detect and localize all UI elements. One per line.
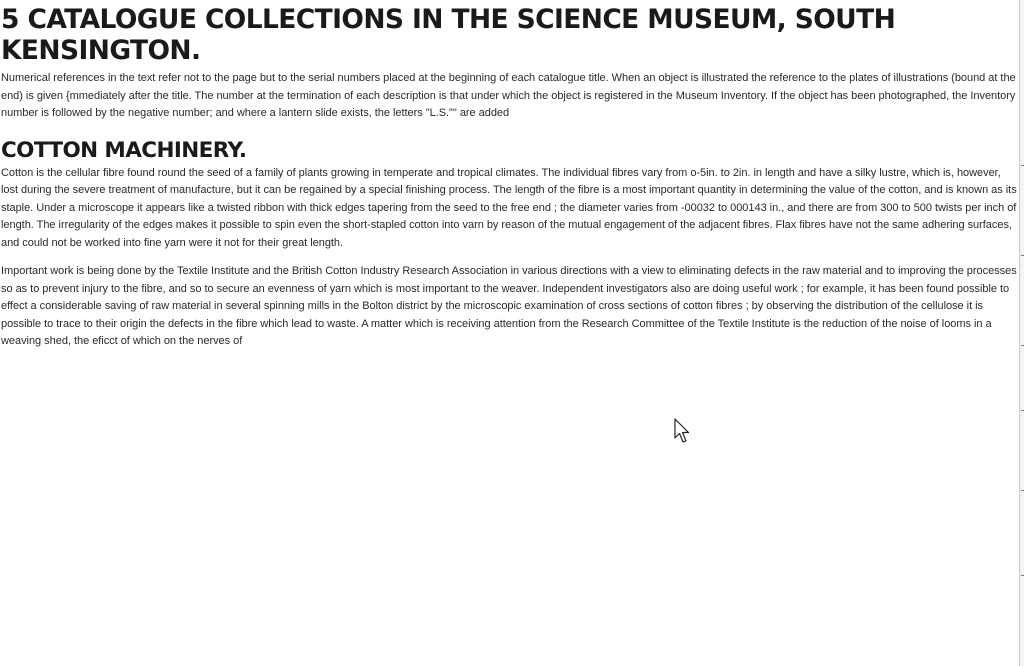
document-content xyxy=(1,4,1019,351)
intro-paragraph: Numerical references in the text refer not to the page but to the serial numbers placed at the beginning of each catalogue title. When an object is illustrated the reference to the plates of illustrations (bound at the end) is given {mmediately after the title. The number at the termination of each description is that under which the object is registered in the Museum Inventory. If the object has been photographed, the Inventory number is followed by the negative number; and where a lantern slide exists, the letters "L.S."" are added xyxy=(1,72,1016,119)
body-paragraph-1: Cotton is the cellular fibre found round the seed of a family of plants growing in temperate and tropical climates. The individual fibres vary from o-5in. to 2in. in length and have a silky lustre, which is, however, lost during the severe treatment of manufacture, but it can be regained by a special finishing process. The length of the fibre is a most important quantity in determining the value of the cotton, and is known as its staple. Under a microscope it appears like a twisted ribbon with thick edges tapering from the seed to the free end ; the diameter varies from -00032 to 000143 in., and there are from 300 to 500 twists per inch of length. The irregularity of the edges makes it possible to spin even the short-stapled cotton into varn by reason of the mutual engagement of the adjacent fibres. Flax fibres have not the same adhering surfaces, and could not be worked into fine yarn were it not for their great length. xyxy=(1,166,1017,249)
section-heading: COTTON MACHINERY. xyxy=(1,137,247,163)
page-title: 5 CATALOGUE COLLECTIONS IN THE SCIENCE MUSEUM, SOUTH KENSINGTON. xyxy=(1,4,896,66)
arrow-cursor-icon xyxy=(674,418,692,444)
body-paragraph-2: Important work is being done by the Textile Institute and the British Cotton Industry Research Association in various directions with a view to eliminating defects in the raw material and to improving the processes so as to prevent injury to the fibre, and so to secure an evenness of yarn which is most important to the weaver. Independent investigators also are doing useful work ; for example, it has been found possible to effect a considerable saving of raw material in several spinning mills in the Bolton district by the microscopic examination of cross sections of cotton fibres ; by observing the distribution of the cellulose it is possible to trace to their origin the defects in the fibre which lead to waste. A matter which is receiving attention from the Research Committee of the Textile Institute is the reduction of the noise of looms in a weaving shed, the eficct of which on the nerves of xyxy=(1,265,1017,347)
window-right-border xyxy=(1019,0,1024,666)
